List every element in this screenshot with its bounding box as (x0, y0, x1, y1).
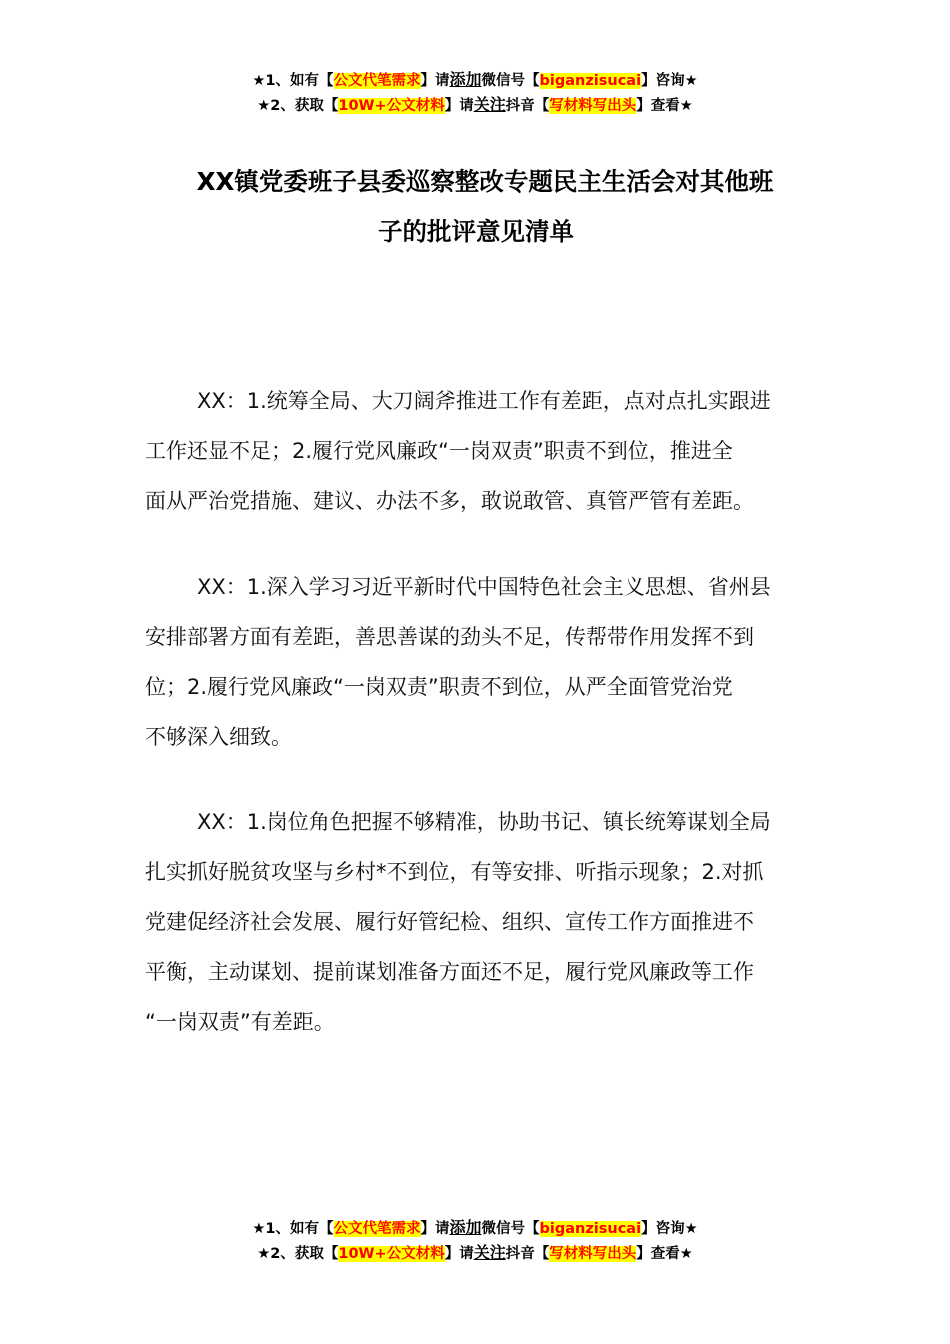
promo-text: 】请 (420, 73, 450, 89)
title-line-1: XX镇党委班子县委巡察整改专题民主生活会对其他班 (196, 167, 774, 196)
promo-wechat-id: biganzisucai (539, 73, 642, 89)
promo-line-1 (0, 1216, 950, 1241)
paragraph-2 (145, 562, 810, 762)
paragraph-line: XX：1.岗位角色把握不够精准，协助书记、镇长统筹谋划全局 (197, 810, 771, 834)
promo-text: ★2、获取【 (257, 1246, 339, 1262)
promo-header (0, 68, 950, 118)
promo-text: 微信号【 (481, 1221, 540, 1237)
promo-emphasis: 关注 (473, 1243, 506, 1262)
promo-douyin-name: 写材料写出头 (549, 98, 637, 114)
promo-line-2 (0, 1241, 950, 1266)
promo-line-2 (0, 93, 950, 118)
promo-highlight: 10W+公文材料 (338, 1246, 445, 1262)
title-line-2: 子的批评意见清单 (378, 217, 574, 246)
promo-douyin-name: 写材料写出头 (549, 1246, 637, 1262)
promo-emphasis: 添加 (449, 70, 482, 89)
paragraph-line: “一岗双责”有差距。 (145, 1010, 335, 1034)
promo-highlight: 10W+公文材料 (338, 98, 445, 114)
paragraph-3 (145, 797, 810, 1047)
promo-footer (0, 1216, 950, 1266)
paragraph-line: 位；2.履行党风廉政“一岗双责”职责不到位，从严全面管党治党 (145, 675, 733, 699)
paragraph-line: 扎实抓好脱贫攻坚与乡村*不到位，有等安排、听指示现象；2.对抓 (145, 860, 764, 884)
promo-text: 】查看★ (636, 98, 693, 114)
paragraph-line: 安排部署方面有差距，善思善谋的劲头不足，传帮带作用发挥不到 (145, 625, 754, 649)
promo-text: ★1、如有【 (252, 73, 334, 89)
promo-text: 】咨询★ (641, 1221, 698, 1237)
paragraph-line: XX：1.深入学习习近平新时代中国特色社会主义思想、省州县 (197, 575, 771, 599)
document-title (145, 157, 807, 257)
promo-text: 】咨询★ (641, 73, 698, 89)
paragraph-line: 工作还显不足；2.履行党风廉政“一岗双责”职责不到位，推进全 (145, 439, 733, 463)
promo-text: 微信号【 (481, 73, 540, 89)
paragraph-line: 不够深入细致。 (145, 725, 292, 749)
promo-highlight: 公文代笔需求 (333, 73, 421, 89)
promo-text: ★1、如有【 (252, 1221, 334, 1237)
paragraph-line: XX：1.统筹全局、大刀阔斧推进工作有差距，点对点扎实跟进 (197, 389, 771, 413)
promo-text: 抖音【 (505, 1246, 550, 1262)
promo-wechat-id: biganzisucai (539, 1221, 642, 1237)
promo-text: 】查看★ (636, 1246, 693, 1262)
promo-highlight: 公文代笔需求 (333, 1221, 421, 1237)
promo-line-1 (0, 68, 950, 93)
paragraph-1 (145, 376, 810, 526)
promo-text: ★2、获取【 (257, 98, 339, 114)
paragraph-line: 党建促经济社会发展、履行好管纪检、组织、宣传工作方面推进不 (145, 910, 754, 934)
paragraph-line: 平衡，主动谋划、提前谋划准备方面还不足，履行党风廉政等工作 (145, 960, 754, 984)
promo-text: 】请 (444, 98, 474, 114)
promo-text: 】请 (420, 1221, 450, 1237)
promo-text: 抖音【 (505, 98, 550, 114)
paragraph-line: 面从严治党措施、建议、办法不多，敢说敢管、真管严管有差距。 (145, 489, 754, 513)
promo-text: 】请 (444, 1246, 474, 1262)
promo-emphasis: 关注 (473, 95, 506, 114)
promo-emphasis: 添加 (449, 1218, 482, 1237)
